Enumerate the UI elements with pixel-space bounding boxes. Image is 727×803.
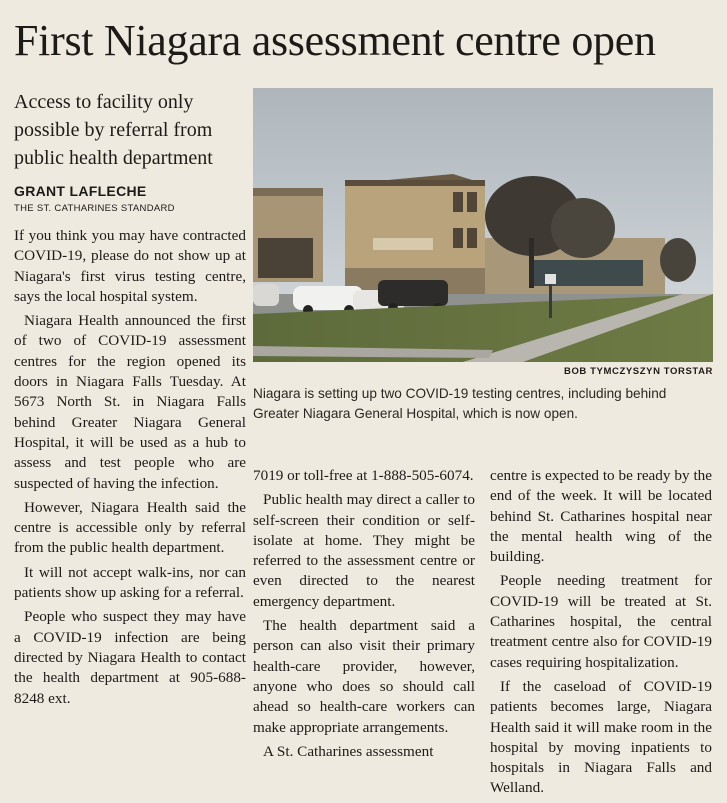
photo-caption: Niagara is setting up two COVID-19 testing centres, including behind Greater Niagara General Hospital, which is now open. [253, 386, 667, 421]
paragraph: If the caseload of COVID-19 patients becomes large, Niagara Health said it will make room in the hospital by moving inpatients to hospitals in Niagara Falls and Welland. [490, 677, 712, 797]
news-photo [253, 88, 713, 362]
byline-affiliation: THE ST. CATHARINES STANDARD [14, 203, 175, 214]
hospital-photo-illustration [253, 88, 713, 362]
body-column-2 [253, 466, 475, 766]
body-column-1 [14, 226, 246, 713]
paragraph: Public health may direct a caller to self-screen their condition or self-isolate at home. They might be referred to the assessment centre or even directed to the nearest emergency department. [253, 491, 475, 610]
deck: Access to facility only possible by referral from public health department [14, 91, 213, 169]
paragraph: 7019 or toll-free at 1-888-505-6074. [253, 467, 474, 484]
headline: First Niagara assessment centre open [14, 16, 656, 65]
paragraph: However, Niagara Health said the centre is accessible only by referral from the public health department. [14, 498, 246, 557]
paragraph: centre is expected to be ready by the end of the week. It will be located behind St. Catharines hospital near the mental health wing of the building. [490, 467, 712, 566]
paragraph: Niagara Health announced the first of two of COVID-19 assessment centres for the region opened its doors in Niagara Falls Tuesday. At 5673 North St. in Niagara Falls behind Greater Niagara General Hospital, it will be used as a hub to assess and test people who are suspected of having the infection. [14, 312, 246, 492]
paragraph: If you think you may have contracted COVID-19, please do not show up at Niagara's first virus testing centre, says the local hospital system. [14, 227, 246, 305]
paragraph: The health department said a person can also visit their primary health-care provider, however, anyone who does so should call ahead so health-care workers can make appropriate arrangements. [253, 617, 475, 736]
byline: GRANT LAFLECHE [14, 183, 147, 199]
photo-credit: BOB TYMCZYSZYN TORSTAR [563, 366, 713, 377]
paragraph: A St. Catharines assessment [263, 742, 434, 760]
paragraph: People needing treatment for COVID-19 will be treated at St. Catharines hospital, the central treatment centre also for COVID-19 cases requiring hospitalization. [490, 572, 712, 671]
body-column-3 [490, 466, 712, 803]
paragraph: It will not accept walk-ins, nor can patients show up asking for a referral. [14, 563, 246, 602]
paragraph: People who suspect they may have a COVID-19 infection are being directed by Niagara Health to contact the health department at 905-688-8248 ext. [14, 608, 246, 707]
